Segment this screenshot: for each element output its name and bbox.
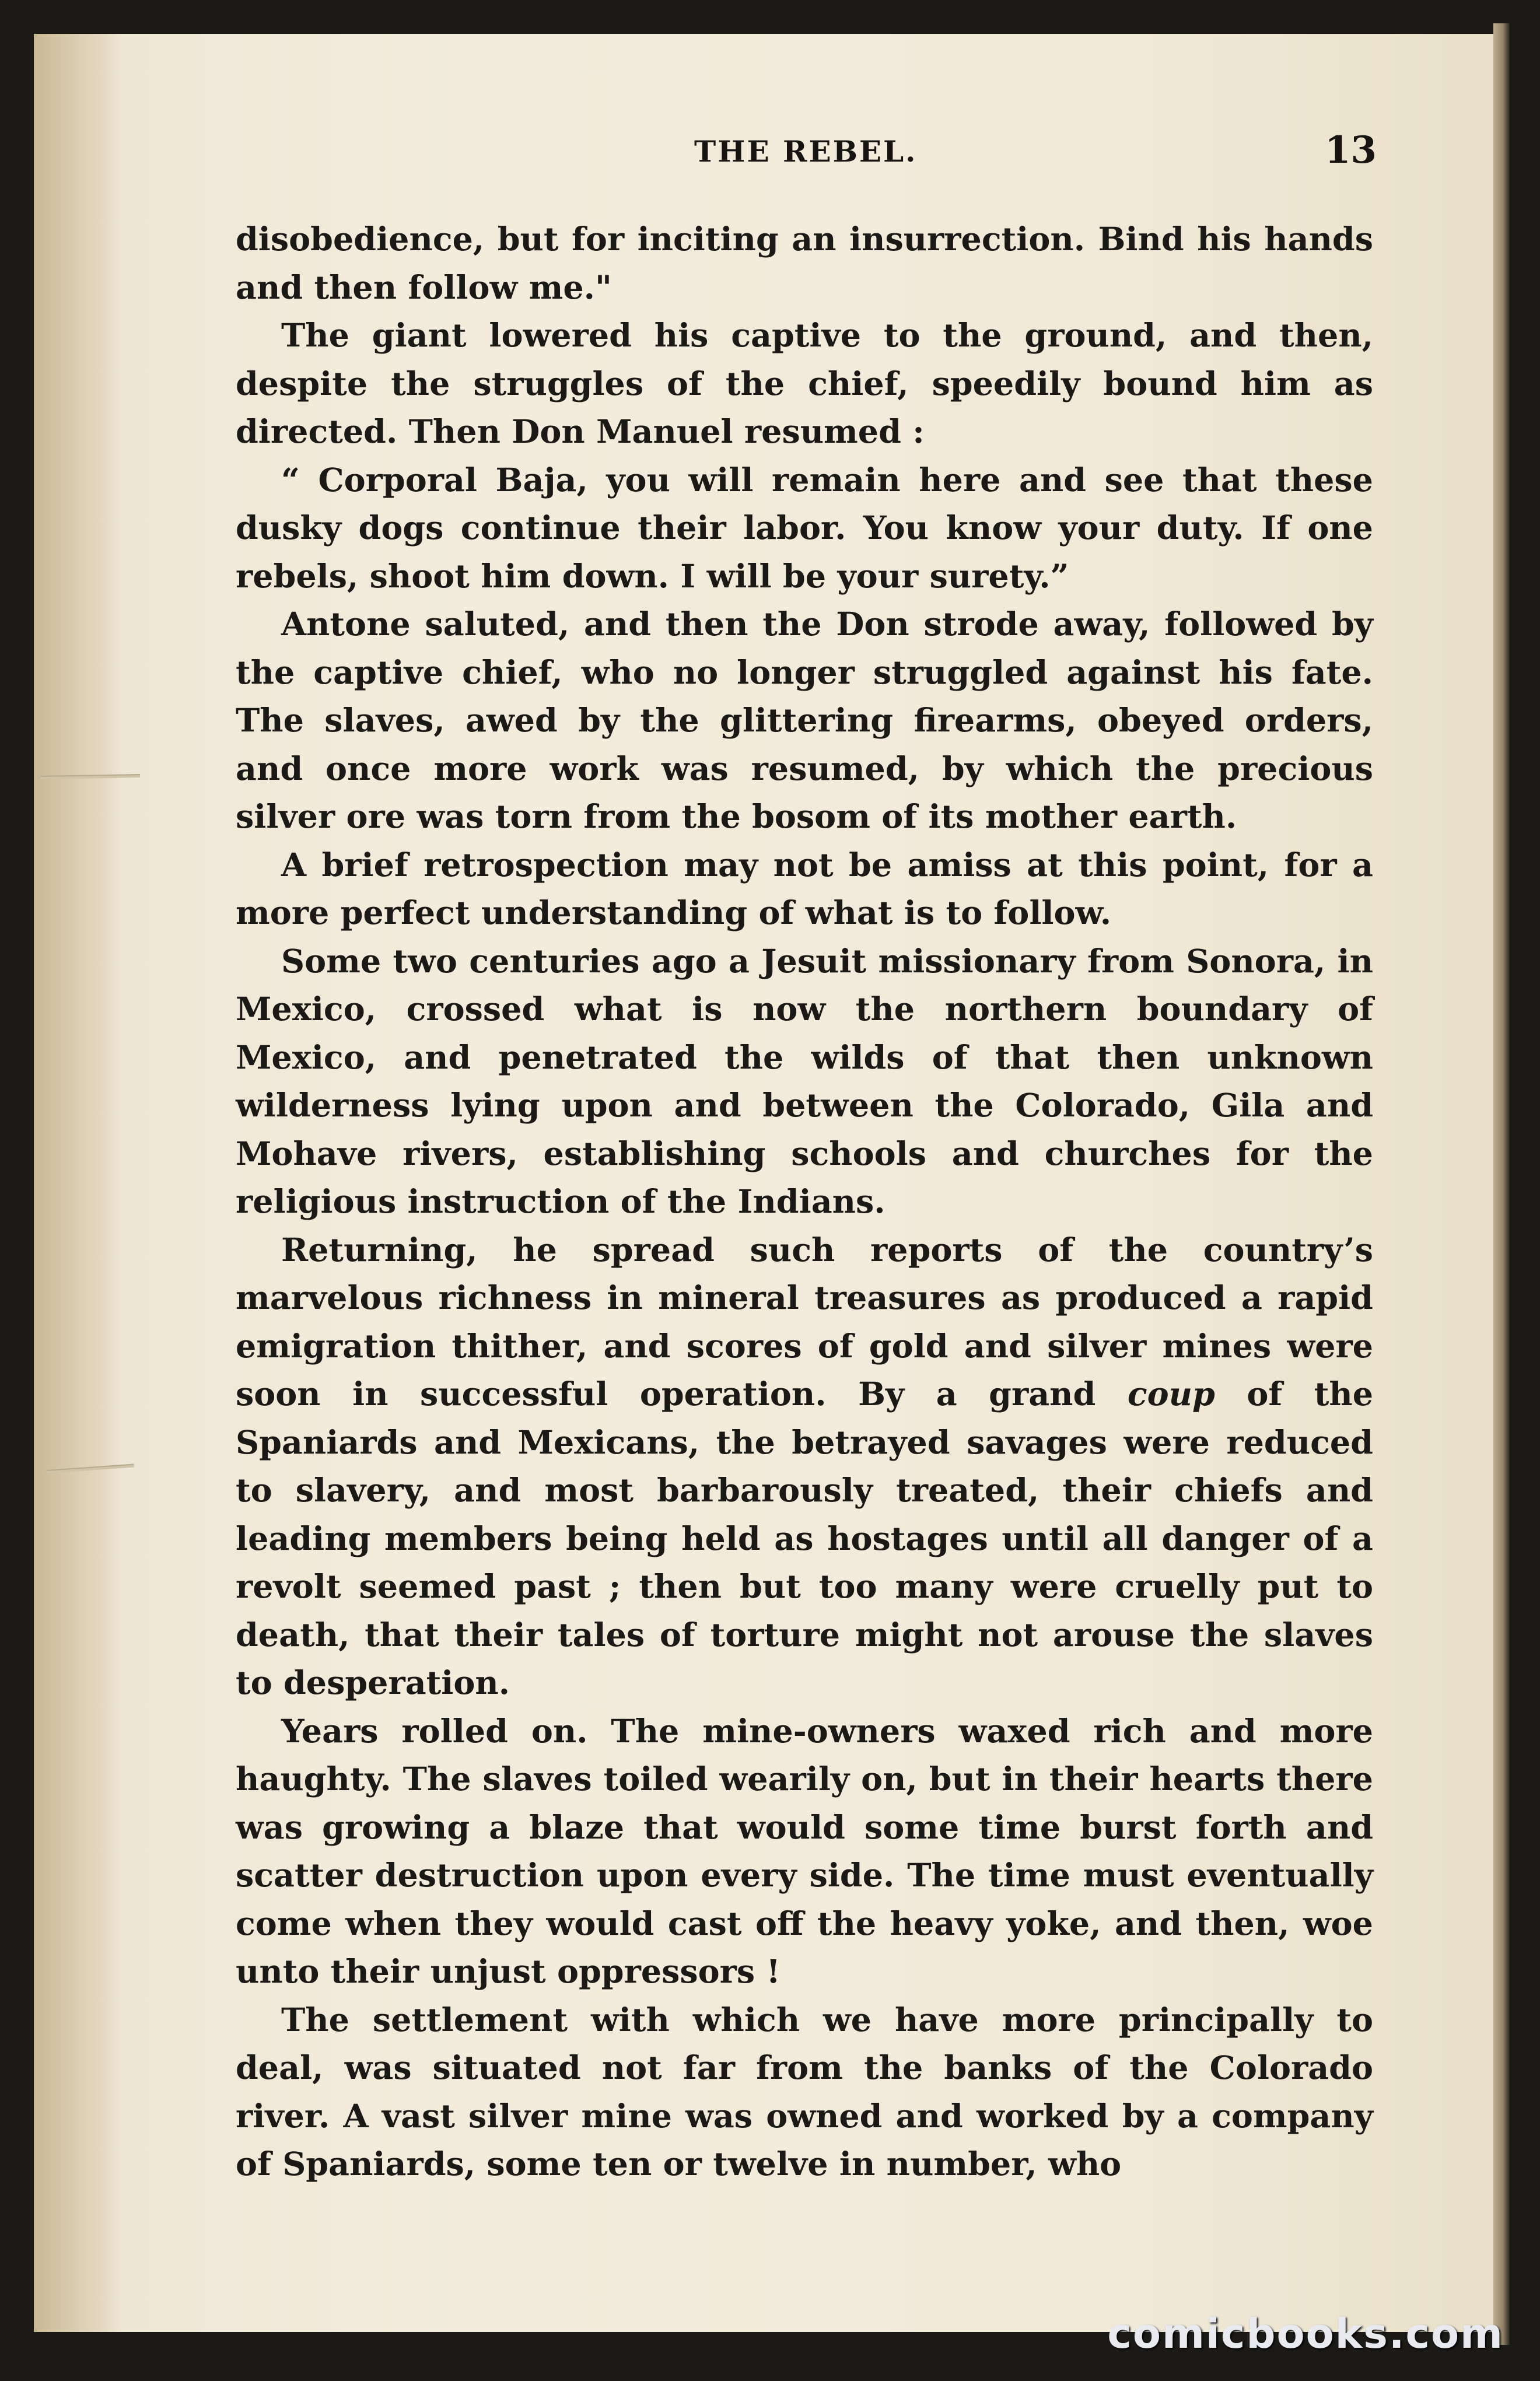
- paragraph: “ Corporal Baja, you will remain here and see that these dusky dogs continue their labor. You know your duty. If one rebels, shoot him down. I will be your surety.”: [236, 461, 1373, 596]
- binding-gutter: [34, 34, 121, 2332]
- italic-word: coup: [1127, 1375, 1215, 1413]
- watermark: comicbooks.com: [1107, 2310, 1504, 2358]
- page-edge-shadow: [1493, 23, 1510, 2345]
- paragraph: disobedience, but for inciting an insurrection. Bind his hands and then follow me.": [236, 220, 1373, 307]
- running-head: THE REBEL.: [694, 134, 918, 169]
- paragraph: The giant lowered his captive to the ground, and then, despite the struggles of the chief, speedily bound him as directed. Then Don Manuel resumed :: [236, 317, 1373, 451]
- paragraph: [236, 1227, 1373, 1708]
- page-header: [233, 128, 1377, 175]
- paragraph: The settlement with which we have more principally to deal, was situated not far from the banks of the Colorado river. A vast silver mine was owned and worked by a company of Spaniards, some ten or twelve in number, who: [236, 2001, 1373, 2183]
- paragraph: Some two centuries ago a Jesuit missionary from Sonora, in Mexico, crossed what is now the northern boundary of Mexico, and penetrated the wilds of that then unknown wilderness lying upon and between the Colorado, Gila and Mohave rivers, establishing schools and churches for the religious instruction of the Indians.: [236, 942, 1373, 1221]
- paragraph-text: Returning, he spread such reports of the country’s marvelous richness in mineral treasures as produced a rapid emigration thither, and scores of gold and silver mines were soon in successful operation. By a grand: [236, 1231, 1373, 1413]
- paragraph: Antone saluted, and then the Don strode away, followed by the captive chief, who no longer struggled against his fate. The slaves, awed by the glittering firearms, obeyed orders, and once more work was resumed, by which the precious silver ore was torn from the bosom of its mother earth.: [236, 605, 1373, 836]
- page-number: 13: [1324, 128, 1377, 172]
- paragraph: A brief retrospection may not be amiss at this point, for a more perfect understanding of what is to follow.: [236, 846, 1373, 932]
- paragraph: Years rolled on. The mine-owners waxed rich and more haughty. The slaves toiled wearily on, but in their hearts there was growing a blaze that would some time burst forth and scatter destruction upon every side. The time must eventually come when they would cast off the heavy yoke, and then, woe unto their unjust oppressors !: [236, 1712, 1373, 1991]
- body-text: [236, 216, 1373, 2189]
- paragraph-text: of the Spaniards and Mexicans, the betrayed savages were reduced to slavery, and most barbarously treated, their chiefs and leading members being held as hostages until all danger of a revolt seemed past ; then but too many were cruelly put to death, that their tales of torture might not arouse the slaves to desperation.: [236, 1375, 1374, 1702]
